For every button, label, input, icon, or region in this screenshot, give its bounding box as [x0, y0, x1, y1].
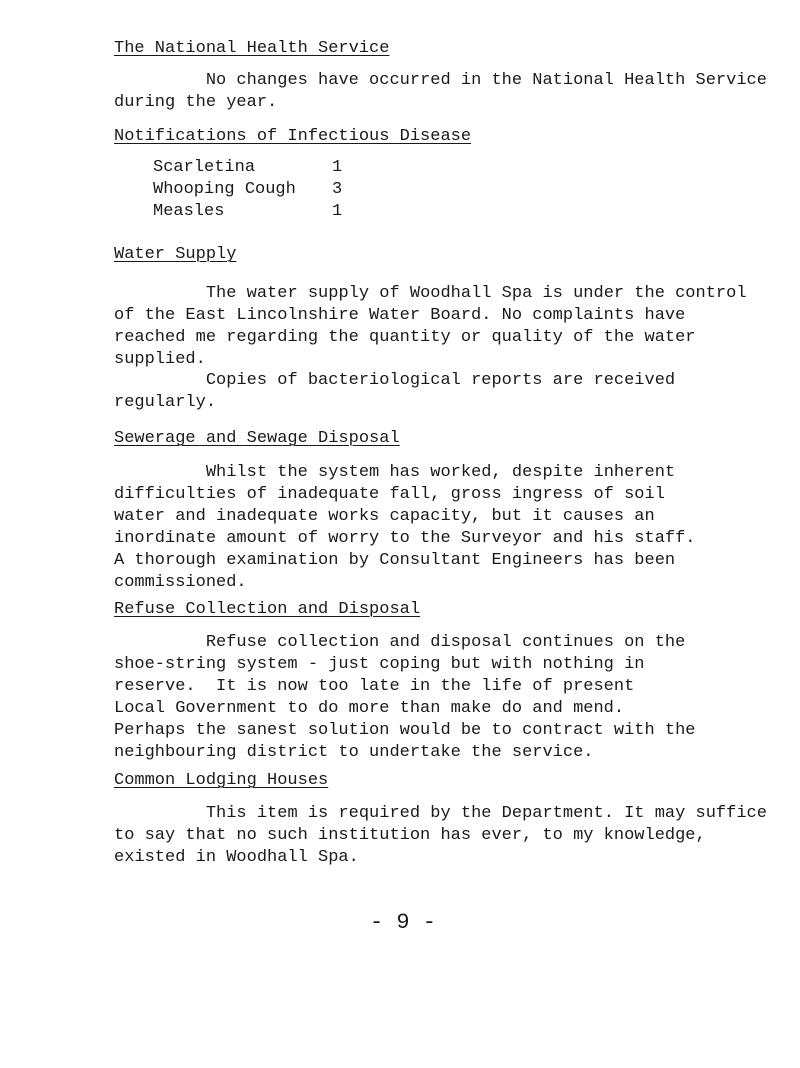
disease-count: 1 [332, 158, 343, 177]
disease-name: Measles [153, 202, 225, 221]
heading-sewerage-disposal: Sewerage and Sewage Disposal [114, 429, 400, 448]
heading-notifications-infectious-disease: Notifications of Infectious Disease [114, 127, 472, 146]
notification-row [153, 179, 373, 201]
paragraph-refuse-collection: Refuse collection and disposal continues on the shoe-string system - just coping but with nothing in reserve. It is now too late in the life of present Local Government to do more than make do and mend. Perhaps the sanest solution would be to contract with the neighbouring district to undertake the service. [114, 633, 696, 762]
paragraph-sewerage-disposal: Whilst the system has worked, despite inherent difficulties of inadequate fall, gross ingress of soil water and inadequate works capacity, but it causes an inordinate amount of worry to the Surveyor and his staff. A thorough examination by Consultant Engineers has been commissioned. [114, 463, 696, 592]
paragraph-bacteriological-reports: Copies of bacteriological reports are received regularly. [114, 371, 676, 412]
disease-count: 3 [332, 180, 343, 199]
disease-name: Whooping Cough [153, 180, 296, 199]
disease-count: 1 [332, 202, 343, 221]
paragraph-water-supply: The water supply of Woodhall Spa is under the control of the East Lincolnshire Water Board. No complaints have reached me regarding the quantity or quality of the water supplied. [114, 284, 747, 369]
heading-refuse-collection: Refuse Collection and Disposal [114, 600, 421, 619]
notification-row [153, 201, 373, 223]
disease-name: Scarletina [153, 158, 256, 177]
page-number: - 9 - [370, 910, 437, 935]
heading-common-lodging-houses: Common Lodging Houses [114, 771, 329, 790]
heading-water-supply: Water Supply [114, 245, 237, 264]
paragraph-common-lodging-houses: This item is required by the Department. It may suffice to say that no such institution has ever, to my knowledge, existed in Woodhall Spa. [114, 804, 767, 867]
paragraph-national-health-service: No changes have occurred in the National Health Service during the year. [114, 71, 767, 112]
notification-row [153, 157, 373, 179]
heading-national-health-service: The National Health Service [114, 39, 390, 58]
